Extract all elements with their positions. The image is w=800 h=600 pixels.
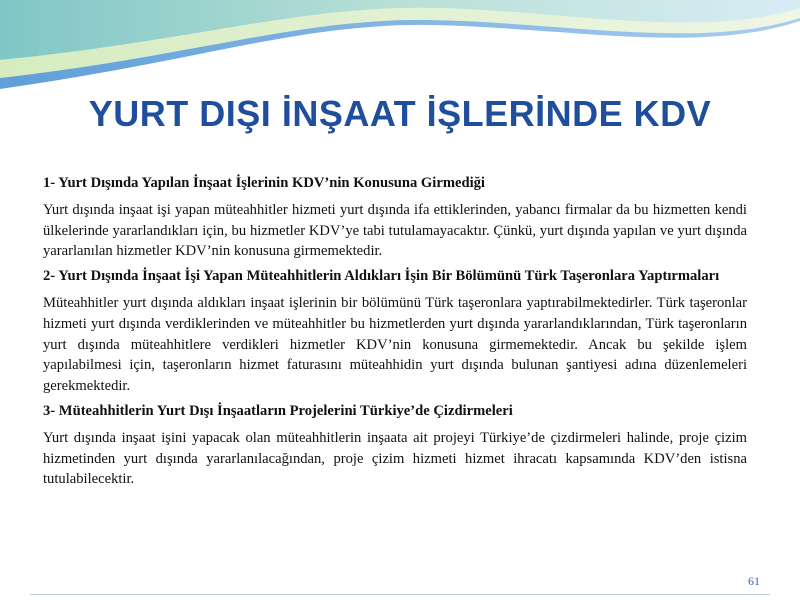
section-3-heading: 3- Müteahhitlerin Yurt Dışı İnşaatların Projelerini Türkiye’de Çizdirmeleri xyxy=(43,402,513,419)
section-2-body: Müteahhitler yurt dışında aldıkları inşaat işlerinin bir bölümünü Türk taşeronlara yaptırabilmektedirler. Türk taşeronlar hizmeti yurt dışında verdiklerinden ve müteahhitler bu hizmetlerden yurt dışında yararlandıklarından, Türk taşeronların yurt dışında müteahhitlere verdikleri hizmetler KDV’nin konusuna girmemektedir. Ancak bu şekilde işlem yapılabilmesi için, taşeronların hizmet faturasını müteahhidin yurt dışında bulunan şantiyesi adına düzenlemeleri gerekmektedir. xyxy=(43,294,747,395)
footer-divider xyxy=(30,594,770,595)
section-3-body: Yurt dışında inşaat işini yapacak olan müteahhitlerin inşaata ait projeyi Türkiye’de çizdirmeleri halinde, proje çizim hizmetinden yurt dışında yararlanılacağından, proje çizim hizmeti hizmet ihracatı kapsamında KDV’den istisna tutulabilecektir. xyxy=(43,429,747,488)
section-1-body: Yurt dışında inşaat işi yapan müteahhitler hizmeti yurt dışında ifa ettiklerinden, yabancı firmalar da bu hizmetten kendi ülkelerinde yararlandıkları için, bu hizmetler KDV’ye tabi tutulamayacaktır. Çünkü, yurt dışında yapılan ve yurt dışında yararlanılan hizmetler KDV’nin konusuna girmemektedir. xyxy=(43,201,747,260)
section-2-heading: 2- Yurt Dışında İnşaat İşi Yapan Müteahhitlerin Aldıkları İşin Bir Bölümünü Türk Taşeronlara Yaptırmaları xyxy=(43,268,720,285)
section-1-heading: 1- Yurt Dışında Yapılan İnşaat İşlerinin KDV’nin Konusuna Girmediği xyxy=(43,175,485,191)
page-number: 61 xyxy=(748,574,760,588)
slide-content xyxy=(43,173,747,494)
wave-header-decoration xyxy=(0,0,800,100)
slide-title: YURT DIŞI İNŞAAT İŞLERİNDE KDV xyxy=(88,93,712,134)
